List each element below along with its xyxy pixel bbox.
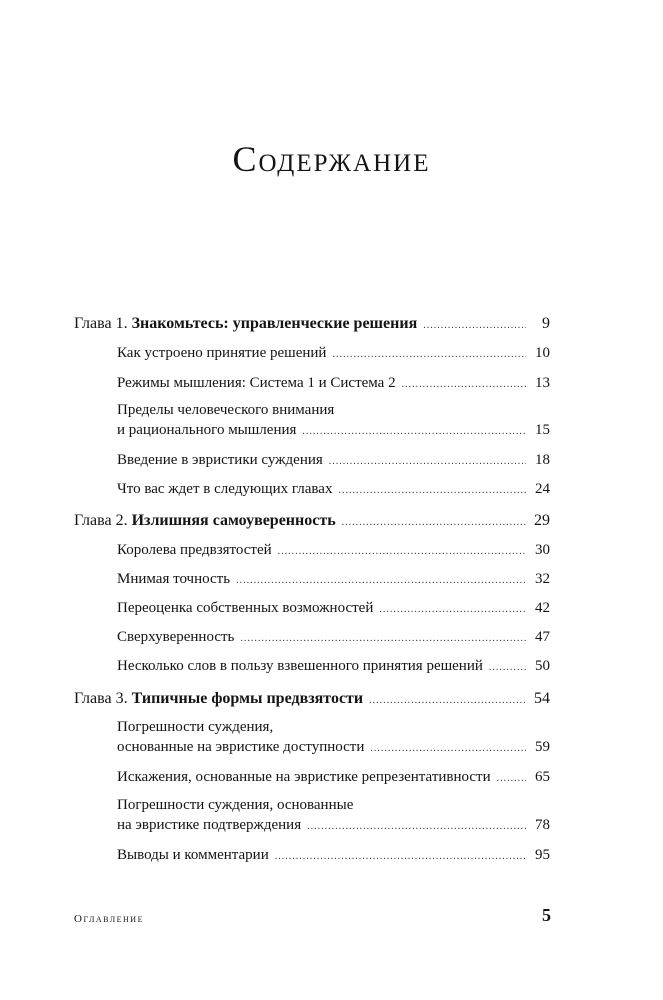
section-title-line-1: Погрешности суждения, xyxy=(117,719,274,735)
section-title: Несколько слов в пользу взвешенного принятия решений xyxy=(117,658,483,674)
page-number: 32 xyxy=(535,571,550,587)
dot-leader xyxy=(489,658,526,678)
toc-chapter-3[interactable] xyxy=(74,689,550,711)
toc-chapter-2[interactable] xyxy=(74,511,550,533)
dot-leader xyxy=(370,739,526,759)
page-number: 54 xyxy=(534,690,550,707)
page-number: 65 xyxy=(535,769,550,785)
page-number: 15 xyxy=(535,422,550,438)
toc-section[interactable] xyxy=(117,450,550,472)
section-title: Введение в эвристики суждения xyxy=(117,452,323,468)
dot-leader xyxy=(338,481,526,501)
section-title: Режимы мышления: Система 1 и Система 2 xyxy=(117,375,396,391)
section-title: Как устроено принятие решений xyxy=(117,345,327,361)
section-title-line-1: Погрешности суждения, основанные xyxy=(117,797,354,813)
dot-leader xyxy=(379,600,526,620)
toc-section[interactable] xyxy=(117,400,550,442)
dot-leader xyxy=(369,691,526,711)
section-title: на эвристике подтверждения xyxy=(117,817,302,833)
page-number: 24 xyxy=(535,481,550,497)
toc-section[interactable] xyxy=(117,569,550,591)
section-title: Сверхуверенность xyxy=(117,629,235,645)
page-number: 9 xyxy=(542,315,550,332)
page-number: 18 xyxy=(535,452,550,468)
dot-leader xyxy=(307,817,526,837)
dot-leader xyxy=(236,571,526,591)
page-number: 29 xyxy=(534,512,550,529)
toc-section[interactable] xyxy=(117,540,550,562)
running-footer-label: Оглавление xyxy=(74,913,144,925)
toc-chapter-1[interactable] xyxy=(74,314,550,336)
section-title: Что вас ждет в следующих главах xyxy=(117,481,333,497)
dot-leader xyxy=(423,316,526,336)
toc-section[interactable] xyxy=(117,717,550,759)
chapter-title: Глава 3. Типичные формы предвзятости xyxy=(74,690,364,707)
dot-leader xyxy=(329,452,526,472)
section-title-line-1: Пределы человеческого внимания xyxy=(117,402,335,418)
section-title: Королева предвзятостей xyxy=(117,542,272,558)
chapter-title: Глава 1. Знакомьтесь: управленческие решения xyxy=(74,315,418,332)
page-number: 10 xyxy=(535,345,550,361)
section-title: основанные на эвристике доступности xyxy=(117,739,365,755)
section-title: Искажения, основанные на эвристике репрезентативности xyxy=(117,769,491,785)
page-number: 13 xyxy=(535,375,550,391)
page-number: 78 xyxy=(535,817,550,833)
folio-page-number: 5 xyxy=(542,905,551,925)
toc-section[interactable] xyxy=(117,598,550,620)
page-number: 42 xyxy=(535,600,550,616)
toc-section[interactable] xyxy=(117,479,550,501)
dot-leader xyxy=(302,422,526,442)
dot-leader xyxy=(240,629,526,649)
page-number: 30 xyxy=(535,542,550,558)
dot-leader xyxy=(275,847,526,867)
toc-section[interactable] xyxy=(117,656,550,678)
page-number: 59 xyxy=(535,739,550,755)
toc-section[interactable] xyxy=(117,795,550,837)
chapter-title: Глава 2. Излишняя самоуверенность xyxy=(74,512,336,529)
toc-section[interactable] xyxy=(117,845,550,867)
toc-section[interactable] xyxy=(117,343,550,365)
section-title: и рационального мышления xyxy=(117,422,297,438)
dot-leader xyxy=(342,513,526,533)
page-number: 95 xyxy=(535,847,550,863)
dot-leader xyxy=(497,769,526,789)
section-title: Переоценка собственных возможностей xyxy=(117,600,374,616)
toc-section[interactable] xyxy=(117,767,550,789)
dot-leader xyxy=(402,375,526,395)
section-title: Выводы и комментарии xyxy=(117,847,269,863)
dot-leader xyxy=(278,542,526,562)
toc-section[interactable] xyxy=(117,373,550,395)
page-number: 47 xyxy=(535,629,550,645)
page-title: Содержание xyxy=(232,139,431,179)
dot-leader xyxy=(332,345,526,365)
toc-section[interactable] xyxy=(117,627,550,649)
page-number: 50 xyxy=(535,658,550,674)
section-title: Мнимая точность xyxy=(117,571,231,587)
